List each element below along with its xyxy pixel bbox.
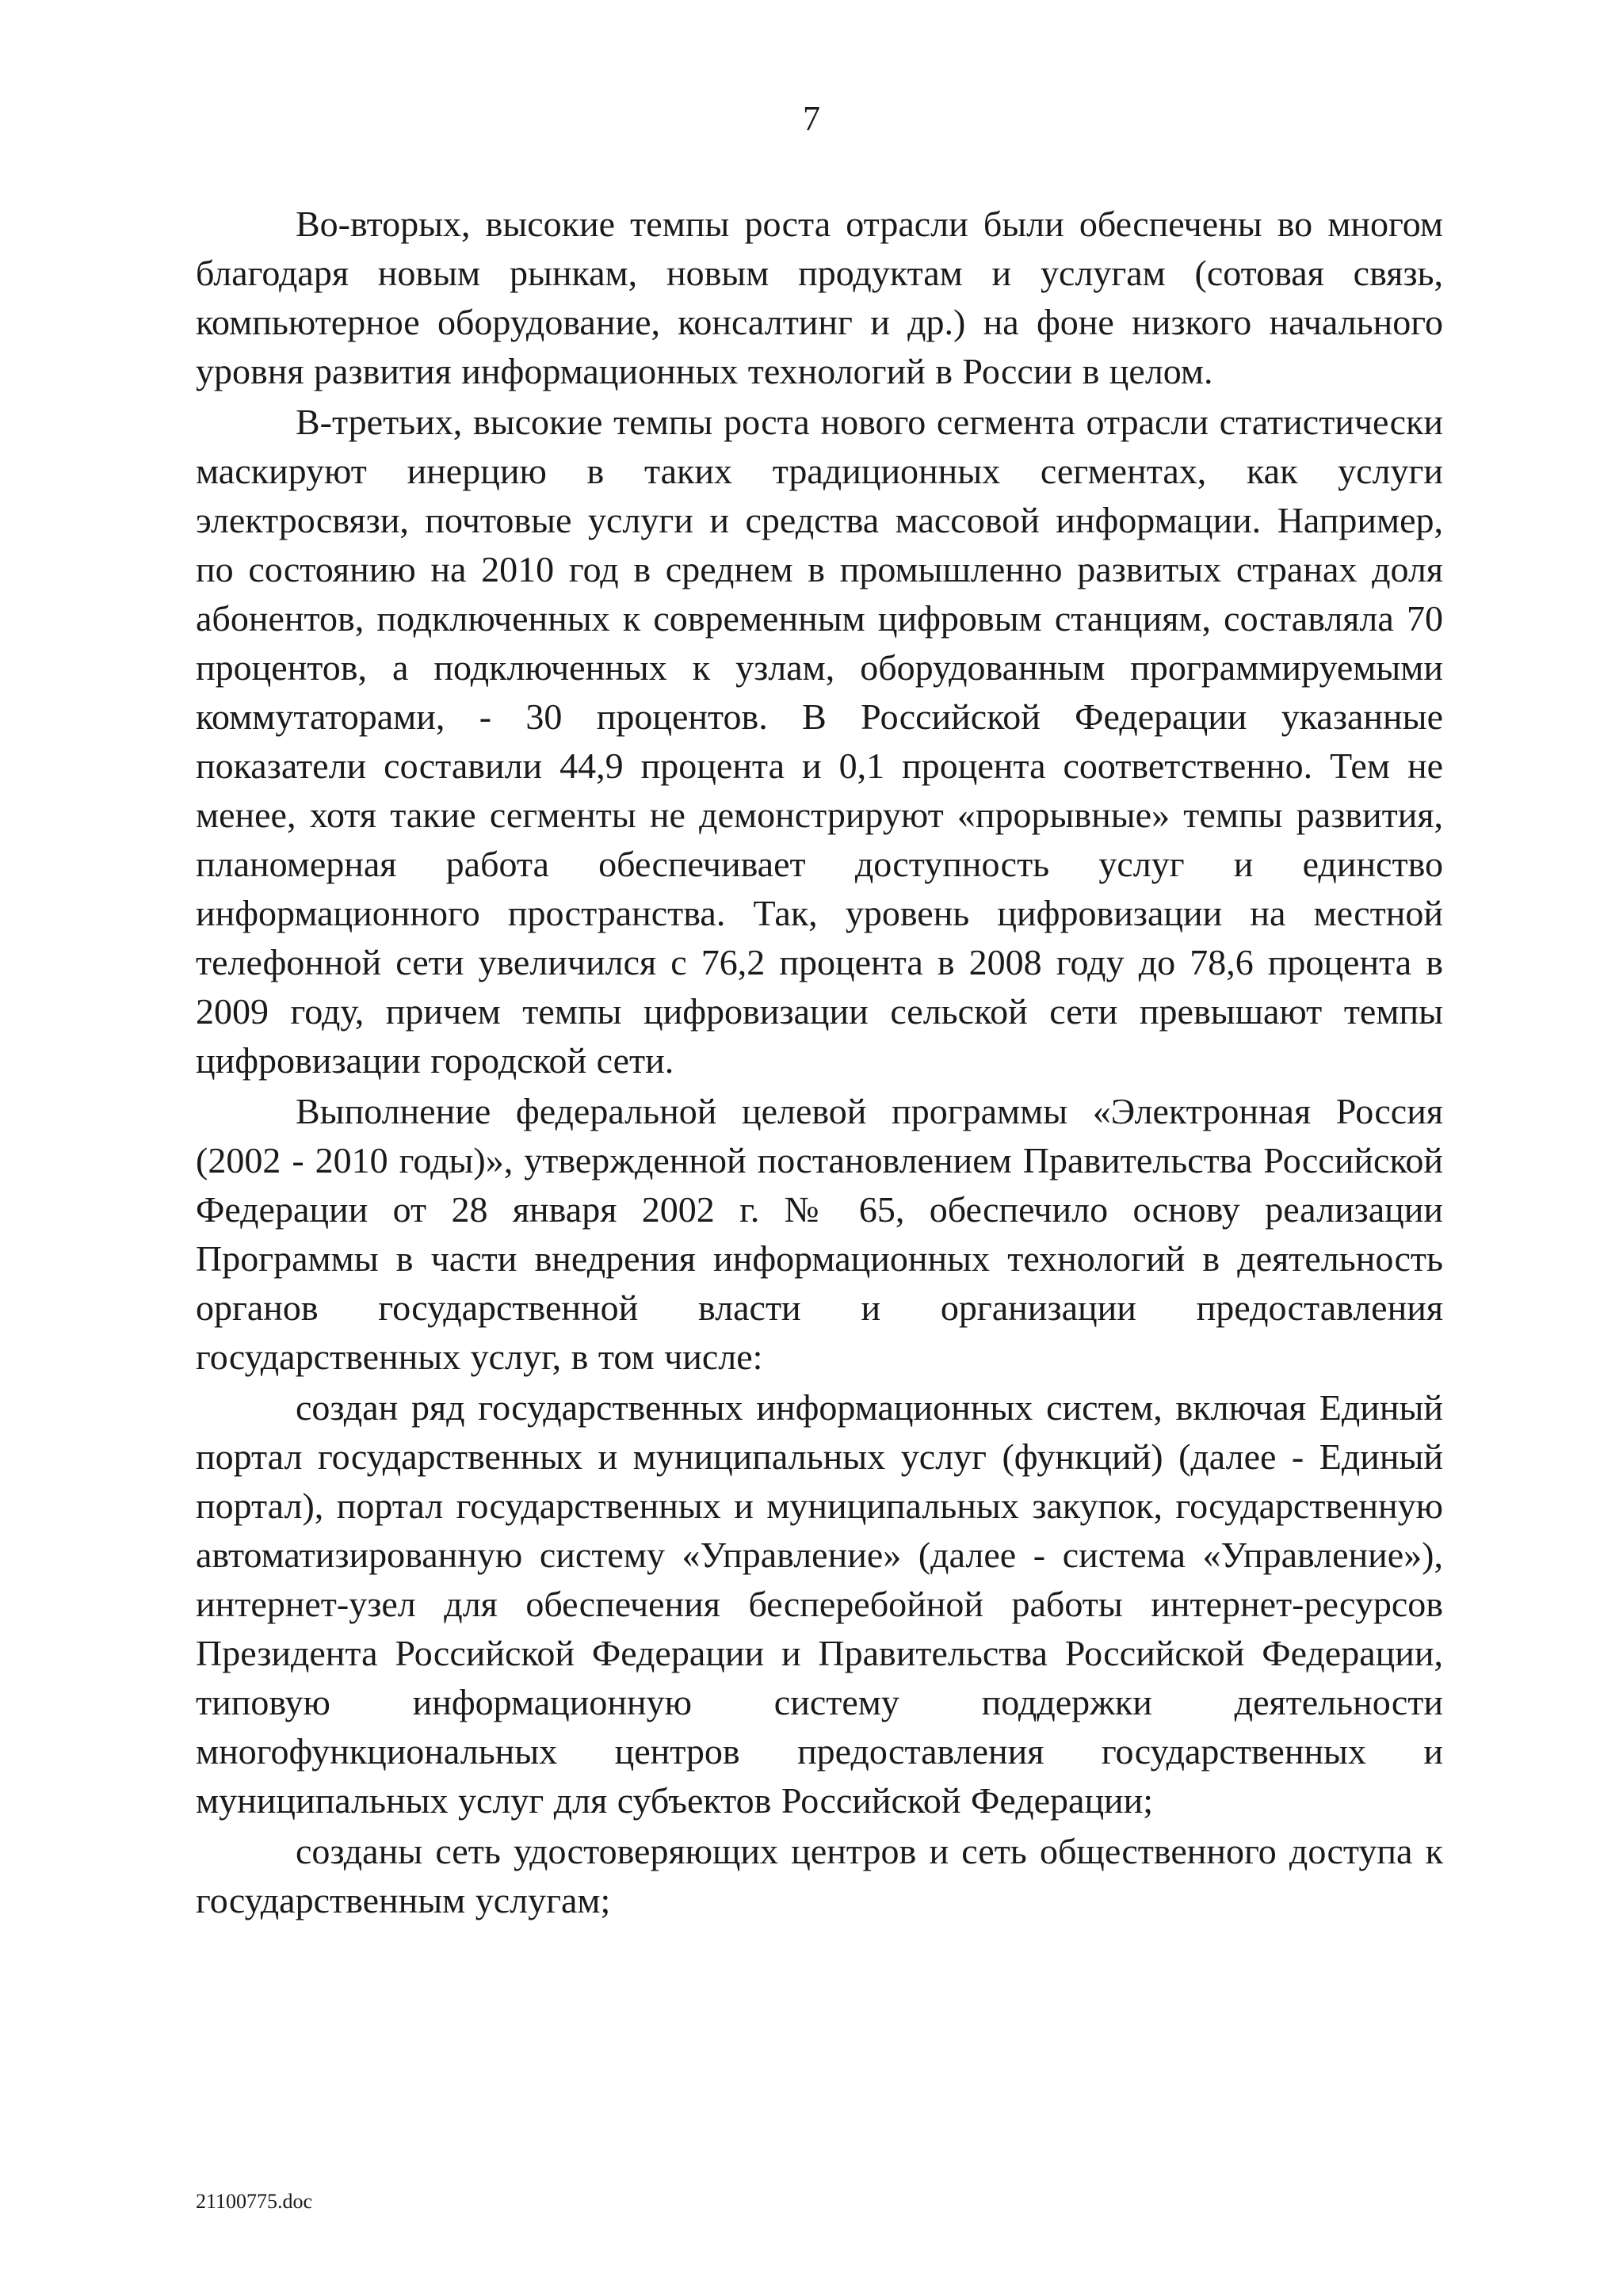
paragraph-certification-centers: созданы сеть удостоверяющих центров и сеть общественного доступа к государственным услугам; (196, 1831, 1443, 1920)
document-body (196, 200, 1443, 1927)
paragraph-e-russia-program: Выполнение федеральной целевой программы «Электронная Россия (2002 - 2010 годы)», утвержденной постановлением Правительства Российской Федерации от 28 января 2002 г. № 65, обеспечило основу реализации Программы в части внедрения информационных технологий в деятельность органов государственной власти и организации предоставления государственных услуг, в том числе: (196, 1091, 1443, 1377)
paragraph-secondly: Во-вторых, высокие темпы роста отрасли были обеспечены во многом благодаря новым рынкам, новым продуктам и услугам (сотовая связь, компьютерное оборудование, консалтинг и др.) на фоне низкого начального уровня развития информационных технологий в России в целом. (196, 204, 1443, 391)
paragraph-state-info-systems: создан ряд государственных информационных систем, включая Единый портал государственных и муниципальных услуг (функций) (далее - Единый портал), портал государственных и муниципальных закупок, государственную автоматизированную систему «Управление» (далее - система «Управление»), интернет-узел для обеспечения бесперебойной работы интернет-ресурсов Президента Российской Федерации и Правительства Российской Федерации, типовую информационную систему поддержки деятельности многофункциональных центров предоставления государственных и муниципальных услуг для субъектов Российской Федерации; (196, 1387, 1443, 1821)
page-number: 7 (803, 99, 820, 138)
footer-filename: 21100775.doc (196, 2190, 313, 2213)
paragraph-thirdly: В-третьих, высокие темпы роста нового сегмента отрасли статистически маскируют инерцию в таких традиционных сегментах, как услуги электросвязи, почтовые услуги и средства массовой информации. Например, по состоянию на 2010 год в среднем в промышленно развитых странах доля абонентов, подключенных к современным цифровым станциям, составляла 70 процентов, а подключенных к узлам, оборудованным программируемыми коммутаторами, - 30 процентов. В Российской Федерации указанные показатели составили 44,9 процента и 0,1 процента соответственно. Тем не менее, хотя такие сегменты не демонстрируют «прорывные» темпы развития, планомерная работа обеспечивает доступность услуг и единство информационного пространства. Так, уровень цифровизации на местной телефонной сети увеличился с 76,2 процента в 2008 году до 78,6 процента в 2009 году, причем темпы цифровизации сельской сети превышают темпы цифровизации городской сети. (196, 402, 1443, 1081)
